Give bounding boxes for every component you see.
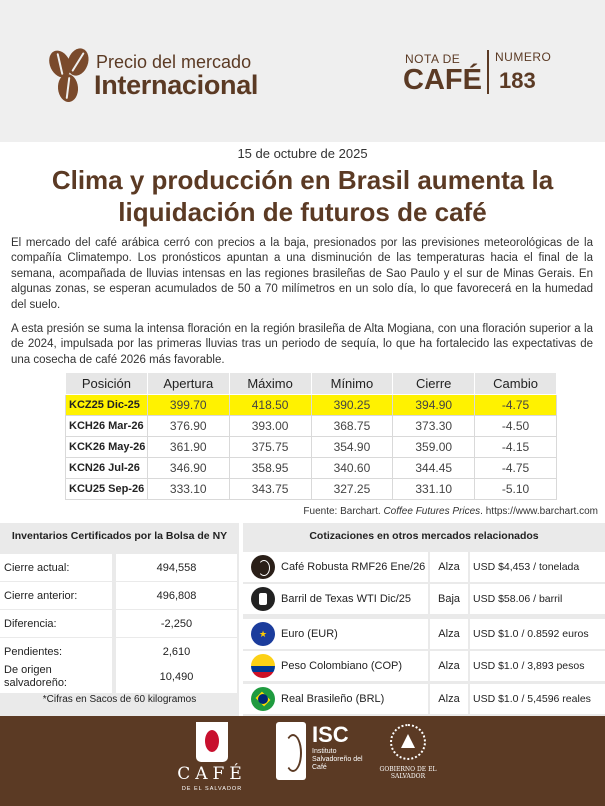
source-citation xyxy=(0,506,598,517)
cafe-sub: DE EL SALVADOR xyxy=(181,786,243,792)
inventory-row xyxy=(0,554,239,582)
cell-posicion: KCN26 Jul-26 xyxy=(66,458,148,479)
col-posicion: Posición xyxy=(66,373,148,395)
brand-line1: Precio del mercado xyxy=(96,52,252,72)
nota-divider xyxy=(487,50,489,94)
quote-price: USD $1.0 / 0.8592 euros xyxy=(470,619,605,649)
quote-name: Peso Colombiano (COP) xyxy=(281,660,403,672)
inventory-value: 10,490 xyxy=(116,661,237,693)
cell-posicion: KCH26 Mar-26 xyxy=(66,416,148,437)
cell-cambio: -4.75 xyxy=(475,458,557,479)
cell-apertura: 333.10 xyxy=(147,479,229,500)
quote-name: Café Robusta RMF26 Ene/26 xyxy=(281,561,426,573)
cell-posicion: KCK26 May-26 xyxy=(66,437,148,458)
quote-trend: Alza xyxy=(430,619,468,649)
article-title: Clima y producción en Brasil aumenta la liquidación de futuros de café xyxy=(51,165,554,227)
col-cierre: Cierre xyxy=(393,373,475,395)
inventory-title: Inventarios Certificados por la Bolsa de NY xyxy=(11,530,228,542)
col-apertura: Apertura xyxy=(147,373,229,395)
inventory-panel xyxy=(0,523,239,716)
cell-cierre: 344.45 xyxy=(393,458,475,479)
table-row xyxy=(66,437,557,458)
table-row xyxy=(66,479,557,500)
quote-price: USD $1.0 / 3,893 pesos xyxy=(470,651,605,681)
isc-logo xyxy=(276,722,363,780)
isc-word: ISC xyxy=(312,722,349,747)
quote-trend: Alza xyxy=(430,651,468,681)
inventory-value: -2,250 xyxy=(116,610,237,637)
quotes-title: Cotizaciones en otros mercados relacionados xyxy=(309,530,539,542)
quote-row xyxy=(243,584,605,615)
cell-minimo: 390.25 xyxy=(311,395,393,416)
cell-minimo: 340.60 xyxy=(311,458,393,479)
inventory-row xyxy=(0,582,239,610)
inventory-label: Cierre anterior: xyxy=(0,582,112,609)
paragraph-2: A esta presión se suma la intensa floración en la región brasileña de Alta Mogiana, con una floración superior a la de 2024, impulsada por las primeras lluvias tras un periodo de sequía, lo que ha fortalecido las expectativas de una cosecha de café 2026 más favorable. xyxy=(11,323,593,366)
cell-maximo: 343.75 xyxy=(229,479,311,500)
coffee-bean-icon xyxy=(251,555,275,579)
euro-flag-icon: ★ xyxy=(251,622,275,646)
coffee-bean-icon xyxy=(57,73,79,103)
cell-minimo: 354.90 xyxy=(311,437,393,458)
futures-table xyxy=(65,372,557,500)
source-title: Coffee Futures Prices xyxy=(383,506,481,517)
inventory-value: 496,808 xyxy=(116,582,237,609)
col-minimo: Mínimo xyxy=(311,373,393,395)
quotes-panel xyxy=(243,523,605,716)
cell-cierre: 373.30 xyxy=(393,416,475,437)
futures-header-row xyxy=(66,373,557,395)
quote-price: USD $1.0 / 5,4596 reales xyxy=(470,684,605,714)
gobierno-sub: GOBIERNO DE EL SALVADOR xyxy=(379,766,437,780)
cafe-el-salvador-logo xyxy=(170,720,254,800)
cell-minimo: 327.25 xyxy=(311,479,393,500)
cell-maximo: 358.95 xyxy=(229,458,311,479)
quote-price: USD $4,453 / tonelada xyxy=(470,552,605,582)
inventory-value: 494,558 xyxy=(116,554,237,581)
cell-cierre: 331.10 xyxy=(393,479,475,500)
cell-maximo: 393.00 xyxy=(229,416,311,437)
isc-sub: Instituto Salvadoreño del Café xyxy=(312,748,363,771)
quote-name: Euro (EUR) xyxy=(281,628,338,640)
nota-label: NOTA DE xyxy=(405,52,461,66)
brand-line2: Internacional xyxy=(94,70,259,100)
quote-row xyxy=(243,619,605,650)
inventory-row xyxy=(0,610,239,638)
cell-cambio: -4.15 xyxy=(475,437,557,458)
inventory-label: De origen salvadoreño: xyxy=(0,661,112,693)
inventory-label: Diferencia: xyxy=(0,610,112,637)
isc-emblem-icon xyxy=(276,722,306,780)
colombia-flag-icon xyxy=(251,654,275,678)
cell-apertura: 399.70 xyxy=(147,395,229,416)
issue-date: 15 de octubre de 2025 xyxy=(237,146,368,161)
table-row xyxy=(66,458,557,479)
footer-logos xyxy=(0,716,605,806)
inventory-label: Pendientes: xyxy=(0,638,112,665)
cell-cambio: -4.50 xyxy=(475,416,557,437)
source-url: . https://www.barchart.com xyxy=(480,506,598,517)
cell-cierre: 359.00 xyxy=(393,437,475,458)
cell-posicion: KCU25 Sep-26 xyxy=(66,479,148,500)
quote-row xyxy=(243,552,605,583)
col-maximo: Máximo xyxy=(229,373,311,395)
col-cambio: Cambio xyxy=(475,373,557,395)
inventory-note: *Cifras en Sacos de 60 kilogramos xyxy=(42,694,197,705)
brand-logo xyxy=(48,46,288,106)
cell-cierre: 394.90 xyxy=(393,395,475,416)
inventory-row xyxy=(0,661,239,694)
table-row xyxy=(66,416,557,437)
cell-apertura: 346.90 xyxy=(147,458,229,479)
cafe-word: CAFÉ xyxy=(177,764,247,784)
cell-cambio: -5.10 xyxy=(475,479,557,500)
brazil-flag-icon xyxy=(251,687,275,711)
quote-name: Real Brasileño (BRL) xyxy=(281,693,385,705)
quote-trend: Baja xyxy=(430,584,468,614)
cell-cambio: -4.75 xyxy=(475,395,557,416)
national-seal-icon xyxy=(390,724,426,760)
cell-maximo: 418.50 xyxy=(229,395,311,416)
header-banner xyxy=(0,0,605,142)
cell-apertura: 361.90 xyxy=(147,437,229,458)
cell-apertura: 376.90 xyxy=(147,416,229,437)
quote-trend: Alza xyxy=(430,684,468,714)
quote-name: Barril de Texas WTI Dic/25 xyxy=(281,593,412,605)
source-prefix: Fuente: Barchart. xyxy=(303,506,381,517)
cup-icon xyxy=(196,722,228,762)
cafe-label: CAFÉ xyxy=(403,64,482,96)
numero-label: NUMERO xyxy=(495,50,552,64)
cell-minimo: 368.75 xyxy=(311,416,393,437)
inventory-value: 2,610 xyxy=(116,638,237,665)
nota-badge xyxy=(403,50,563,100)
oil-barrel-icon xyxy=(251,587,275,611)
cell-maximo: 375.75 xyxy=(229,437,311,458)
inventory-label: Cierre actual: xyxy=(0,554,112,581)
table-row xyxy=(66,395,557,416)
quote-row xyxy=(243,684,605,715)
cell-posicion: KCZ25 Dic-25 xyxy=(66,395,148,416)
quote-price: USD $58.06 / barril xyxy=(470,584,605,614)
quote-trend: Alza xyxy=(430,552,468,582)
paragraph-1: El mercado del café arábica cerró con precios a la baja, presionados por las previsiones meteorológicas de la compañía Climatempo. Los pronósticos apuntan a una disminución de las temperaturas hacia el final de la semana, acompañada de lluvias intensas en las regiones brasileñas de Sao Paulo y el sur de Minas Gerais. En algunas zonas, se esperan acumulados de 50 a 70 milímetros en un solo día, lo que favorecerá en la humedad del suelo. xyxy=(11,237,593,311)
numero-value: 183 xyxy=(499,68,536,93)
gobierno-logo xyxy=(378,724,438,800)
quote-row xyxy=(243,651,605,682)
